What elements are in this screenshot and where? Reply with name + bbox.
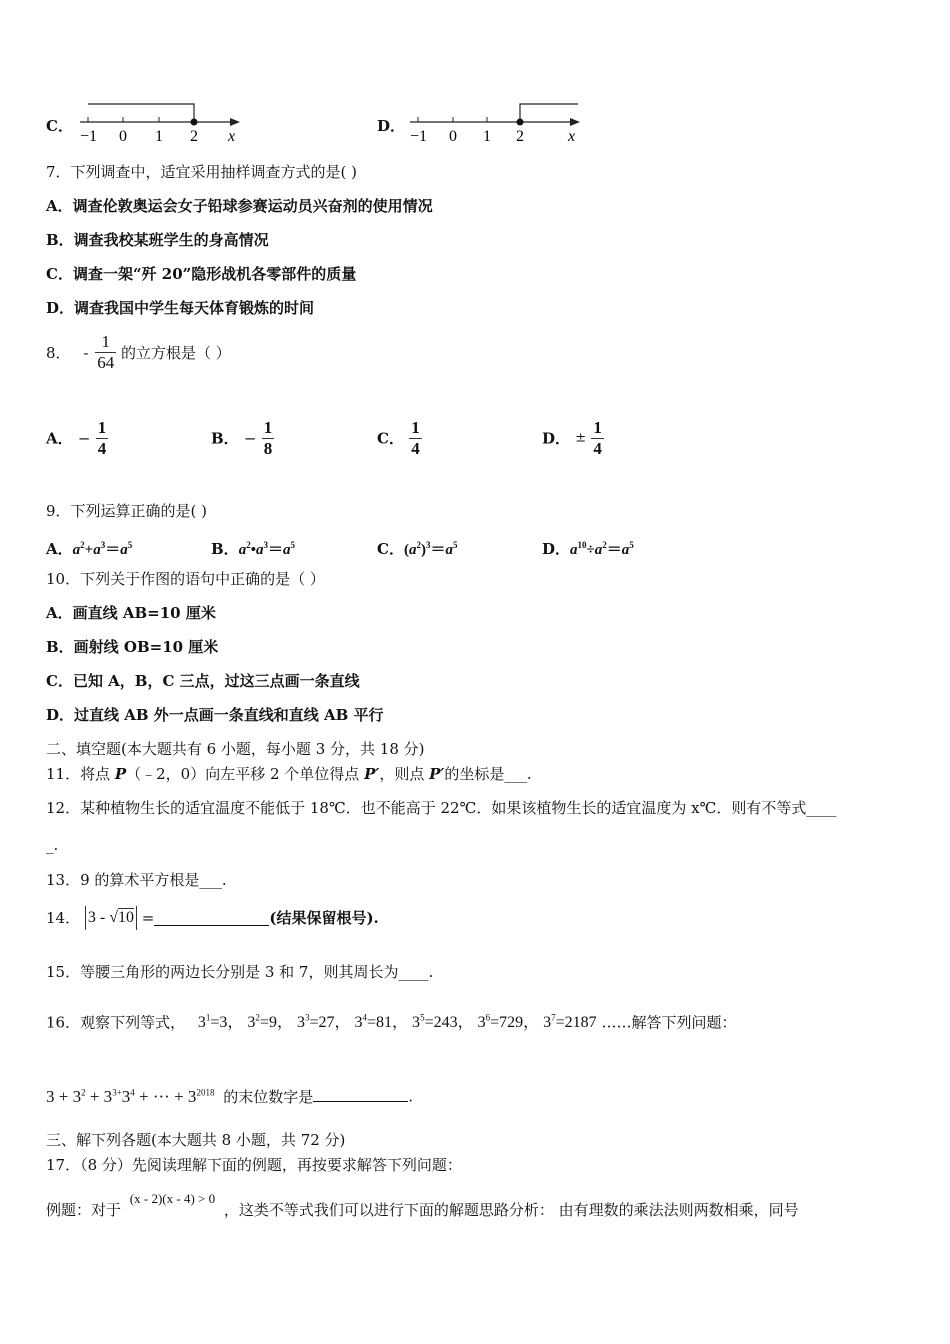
q8-tail: 的立方根是（ ） <box>120 343 231 362</box>
q6d-tick-0: 0 <box>449 128 457 144</box>
q7-option-c: C．调查一架“歼 20”隐形战机各零部件的质量 <box>46 265 357 283</box>
q6-number-line-d <box>402 98 592 144</box>
q8-option-a: A． − $\frac{1}{4}$ <box>46 418 107 458</box>
q7-option-d: D．调查我国中学生每天体育锻炼的时间 <box>46 299 315 317</box>
q8-minus: - <box>83 343 89 362</box>
q9-stem: 9．下列运算正确的是( ) <box>46 502 208 520</box>
q10-option-d: D．过直线 AB 外一点画一条直线和直线 AB 平行 <box>46 706 384 724</box>
q10-option-a: A．画直线 AB=10 厘米 <box>46 604 216 622</box>
q6-number-line-c <box>70 98 250 144</box>
q8-fraction-den: 64 <box>97 353 115 372</box>
q14-blank <box>154 911 269 926</box>
q17-stem: 17．（8 分）先阅读理解下面的例题，再按要求解答下列问题： <box>46 1156 462 1174</box>
q6c-tick-2: 2 <box>190 128 198 144</box>
q6c-tick-1: 1 <box>155 128 163 144</box>
q6d-tick-1: 1 <box>483 128 491 144</box>
q6d-axis-x: x <box>568 128 576 144</box>
q9-option-a: A．$a^2+a^3=a^5$ <box>46 540 133 558</box>
q8-number: 8． <box>46 343 71 362</box>
q8-fraction-num: 1 <box>101 332 110 351</box>
q10-stem: 10．下列关于作图的语句中正确的是（ ） <box>46 570 325 588</box>
q9-option-b: B．$a^2•a^3=a^5$ <box>211 540 295 558</box>
q14: 14． 3 - √10 = (结果保留根号). <box>46 906 379 930</box>
q6d-tick-2: 2 <box>516 128 524 144</box>
q16-line2: $3 + 3^2 + 3^{3+}3^4$ + ··· + $3^{2018}$ 的末位数字是 . <box>46 1086 414 1106</box>
q10-option-c: C．已知 A，B，C 三点，过这三点画一条直线 <box>46 672 360 690</box>
q8-option-c: C． $\frac{1}{4}$ <box>377 418 420 458</box>
q17-example: 例题：对于 (x - 2)(x - 4) > 0 ，这类不等式我们可以进行下面的解题思路分析： 由有理数的乘法法则两数相乘，同号 <box>46 1191 799 1219</box>
q9-option-c: C．$(a^2)^3=a^5$ <box>377 540 458 558</box>
q8-fraction <box>95 332 116 373</box>
q8-option-b: B． − $\frac{1}{8}$ <box>211 418 273 458</box>
q7-stem: 7．下列调查中，适宜采用抽样调查方式的是( ) <box>46 163 358 181</box>
q16-line1: 16．观察下列等式， $3^1=3$， $3^2=9$， $3^3=27$， $3^4=81$， $3^5=243$， $3^6=729$， $3^7=2187$ ……解答下列问题： <box>46 1013 737 1032</box>
q6c-axis-x: x <box>228 128 236 144</box>
q9-option-d: D．$a^{10}\div a^2=a^5$ <box>542 540 634 558</box>
q7-option-b: B．调查我校某班学生的身高情况 <box>46 231 269 249</box>
q10-option-b: B．画射线 OB=10 厘米 <box>46 638 219 656</box>
q6c-tick-0: 0 <box>119 128 127 144</box>
q7-option-a: A．调查伦敦奥运会女子铅球参赛运动员兴奋剂的使用情况 <box>46 197 433 215</box>
q14-abs-expression: 3 - √10 <box>85 906 137 930</box>
q6c-tick-neg1: −1 <box>80 128 98 144</box>
q6d-tick-neg1: −1 <box>410 128 428 144</box>
q6-option-d-label: D． <box>377 117 406 135</box>
q12-line1: 12．某种植物生长的适宜温度不能低于 18℃．也不能高于 22℃．如果该植物生长的适宜温度为 x℃．则有不等式____ <box>46 799 837 817</box>
q8-option-d: D． ± $\frac{1}{4}$ <box>542 418 602 458</box>
q6-option-c-label: C． <box>46 117 73 135</box>
q8-stem <box>46 332 231 373</box>
q13: 13．9 的算术平方根是___. <box>46 871 227 889</box>
q16-blank <box>313 1087 408 1102</box>
q17-inequality: (x - 2)(x - 4) > 0 <box>129 1191 216 1206</box>
q11: 11．将点 P（﹣2，0）向左平移 2 个单位得点 P′，则点 P′的坐标是___. <box>46 765 532 783</box>
q15: 15．等腰三角形的两边长分别是 3 和 7，则其周长为____. <box>46 963 434 981</box>
section-2-heading: 二、填空题(本大题共有 6 小题，每小题 3 分，共 18 分) <box>46 740 425 758</box>
q12-line2: _. <box>46 836 59 854</box>
section-3-heading: 三、解下列各题(本大题共 8 小题，共 72 分) <box>46 1131 346 1149</box>
